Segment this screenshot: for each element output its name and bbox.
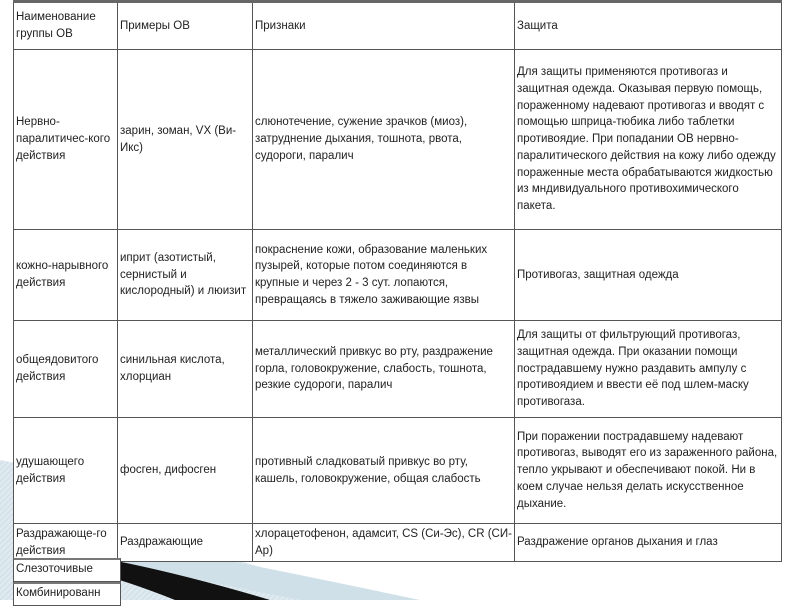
cell-examples: иприт (азотистый, сернистый и кислородный) и люизит (118, 230, 253, 321)
cell-protection: Для защиты от фильтрующий противогаз, защитная одежда. При оказании помощи пострадавшему нужно раздавить ампулу с противоядием и ввести её под шлем-маску противогаза. (515, 321, 782, 418)
cell-signs: хлорацетофенон, адамсит, CS (Си-Эс), CR (СИ-Ар) (253, 524, 515, 562)
cell-protection: Раздражение органов дыхания и глаз (515, 524, 782, 562)
extra-row-lacrimators: Слезоточивые (13, 558, 121, 582)
table-row (14, 321, 782, 418)
cell-signs: покраснение кожи, образование маленьких пузырей, которые потом соединяются в крупные и через 2 - 3 сут. лопаются, превращаясь в тяжело заживающие язвы (253, 230, 515, 321)
table-row (14, 524, 782, 562)
header-signs: Признаки (253, 2, 515, 50)
cell-protection: Противогаз, защитная одежда (515, 230, 782, 321)
table-header-row (14, 2, 782, 50)
cell-group: Нервно-паралитичес-кого действия (14, 50, 118, 230)
table-row (14, 50, 782, 230)
header-protection: Защита (515, 2, 782, 50)
extra-row-combined: Комбинированн (13, 582, 121, 606)
cell-group: общеядовитого действия (14, 321, 118, 418)
cell-examples: Раздражающие (118, 524, 253, 562)
chemical-agents-table (13, 0, 782, 562)
header-group-name: Наименование группы ОВ (14, 2, 118, 50)
cell-group: Раздражающе-го действия (14, 524, 118, 562)
cell-signs: металлический привкус во рту, раздражение горла, головокружение, слабость, тошнота, резкие судороги, паралич (253, 321, 515, 418)
header-examples: Примеры ОВ (118, 2, 253, 50)
cell-group: кожно-нарывного действия (14, 230, 118, 321)
cell-signs: слюнотечение, сужение зрачков (миоз), затруднение дыхания, тошнота, рвота, судороги, паралич (253, 50, 515, 230)
table-row (14, 418, 782, 524)
cell-examples: фосген, дифосген (118, 418, 253, 524)
table-row (14, 230, 782, 321)
cell-group: удушающего действия (14, 418, 118, 524)
cell-signs: противный сладковатый привкус во рту, кашель, головокружение, общая слабость (253, 418, 515, 524)
cell-examples: зарин, зоман, VX (Ви-Икс) (118, 50, 253, 230)
cell-protection: Для защиты применяются противогаз и защитная одежда. Оказывая первую помощь, пораженному надевают противогаз и вводят с помощью шприца-тюбика либо таблетки противоядие. При попадании ОВ нервно-паралитического действия на кожу либо одежду пораженные места обрабатываются жидкостью из мндивидуального противохимического пакета. (515, 50, 782, 230)
cell-examples: синильная кислота, хлорциан (118, 321, 253, 418)
cell-protection: При поражении пострадавшему надевают противогаз, выводят его из зараженного района, тепло укрывают и обеспечивают покой. Ни в коем случае нельзя делать искусственное дыхание. (515, 418, 782, 524)
